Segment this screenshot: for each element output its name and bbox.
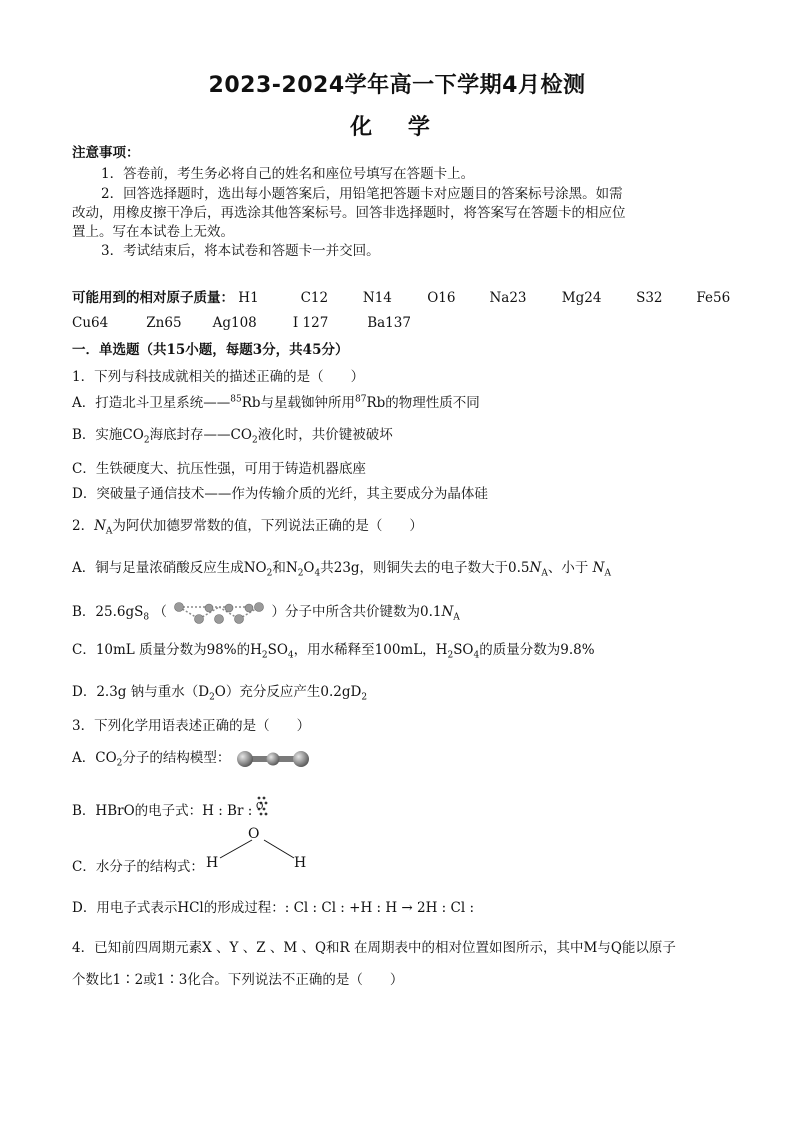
mass-o: O16 — [427, 290, 456, 306]
mass-c: C12 — [300, 290, 329, 306]
notice-item-2-cont2: 置上。写在本试卷上无效。 — [72, 224, 234, 240]
q3-option-a: A．$CO_2$分子的结构模型： — [72, 748, 727, 770]
q3-option-b: B．HBrO的电子式：H : Br : O — [72, 793, 727, 819]
mass-ba: Ba137 — [367, 315, 411, 331]
mass-n: N14 — [362, 290, 392, 306]
q3-option-d: D．用电子式表示HCl的形成过程：: Cl : Cl : +H : H → 2H : Cl : — [72, 900, 475, 916]
page-title: 2023-2024学年高一下学期4月检测 — [208, 73, 586, 98]
mass-h: H1 — [238, 290, 259, 306]
co2-ball-stick-model — [235, 749, 311, 769]
hbro-electron-formula: H : Br : — [202, 803, 253, 819]
q3-option-c: C．水分子的结构式： — [72, 859, 204, 875]
mass-i: I 127 — [292, 315, 329, 331]
notice-heading: 注意事项： — [72, 145, 140, 161]
mass-na: Na23 — [489, 290, 527, 306]
water-h-atom-1: H — [206, 855, 219, 871]
mass-mg: Mg24 — [561, 290, 602, 306]
q1-option-c: C．生铁硬度大、抗压性强，可用于铸造机器底座 — [72, 461, 366, 477]
subject-title: 化 学 — [350, 115, 444, 140]
section-heading: 一．单选题（共15小题，每题3分，共45分） — [72, 342, 349, 358]
q2-option-b: B．$25.6gS_8$ （ ）分子中所含共价键数为$0.1N_A$ — [72, 598, 727, 626]
q2-option-d: D．2.3g 钠与重水$(D_2O)$充分反应产生$0.2gD_2$ — [72, 684, 368, 703]
notice-item-1: 1．答卷前，考生务必将自己的姓名和座位号填写在答题卡上。 — [101, 166, 475, 182]
q2-option-a: A．铜与足量浓硝酸反应生成$NO_2$和$N_2O_4$共23g，则铜失去的电子数大于$0.5N_A$、小于 $N_A$ — [72, 560, 611, 579]
q1-option-b: B．实施$CO_2$海底封存$——CO_2$液化时，共价键被破坏 — [72, 427, 393, 446]
notice-item-3: 3．考试结束后，将本试卷和答题卡一并交回。 — [101, 243, 380, 259]
q1-stem: 1．下列与科技成就相关的描述正确的是（ ） — [72, 369, 365, 385]
q3-stem: 3．下列化学用语表述正确的是（ ） — [72, 718, 311, 734]
q4-stem-line2: 个数比1∶2或1∶3化合。下列说法不正确的是（ ） — [72, 972, 404, 988]
oxygen-electron-dots-icon — [255, 793, 271, 821]
q2-stem: 2．$N_A$为阿伏加德罗常数的值，下列说法正确的是（ ） — [72, 518, 423, 537]
q2-option-c: C．10mL 质量分数为98%的$H_2SO_4$，用水稀释至100mL，$H_2SO_4$的质量分数为9.8% — [72, 642, 595, 661]
notice-item-2-cont: 改动，用橡皮擦干净后，再选涂其他答案标号。回答非选择题时，将答案写在答题卡的相应位 — [72, 205, 626, 221]
mass-ag: Ag108 — [212, 315, 257, 331]
svg-text:O: O — [255, 802, 263, 812]
water-o-atom: O — [248, 826, 260, 842]
mass-fe: Fe56 — [696, 290, 731, 306]
q1-option-d: D．突破量子通信技术——作为传输介质的光纤，其主要成分为晶体硅 — [72, 486, 488, 502]
s8-molecule-diagram — [171, 601, 267, 625]
mass-cu: Cu64 — [72, 315, 109, 331]
atomic-masses-row1 — [72, 288, 731, 308]
hcl-formation-formula: : Cl : Cl : +H : H → 2H : Cl : — [284, 900, 475, 916]
masses-label: 可能用到的相对原子质量： — [72, 290, 234, 306]
mass-s: S32 — [636, 290, 663, 306]
q1-option-a: A．打造北斗卫星系统——$^{85}$Rb与星载铷钟所用$^{87}$Rb的物理性质不同 — [72, 394, 480, 411]
notice-item-2: 2．回答选择题时，选出每小题答案后，用铅笔把答题卡对应题目的答案标号涂黑。如需 — [101, 186, 623, 202]
atomic-masses-row2 — [72, 313, 727, 333]
mass-zn: Zn65 — [146, 315, 182, 331]
water-h-atom-2: H — [294, 855, 307, 871]
q4-stem-line1: 4．已知前四周期元素X 、Y 、Z 、M 、Q和R 在周期表中的相对位置如图所示，其中M与Q能以原子 — [72, 940, 676, 956]
